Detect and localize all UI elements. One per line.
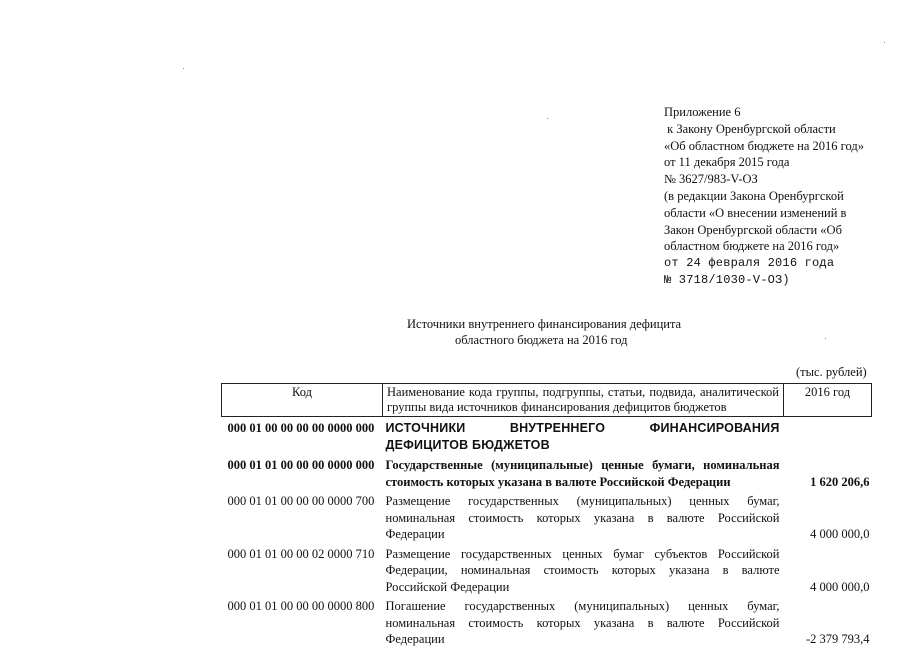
table-header-row — [222, 384, 872, 417]
row-code: 000 01 01 00 00 00 0000 000 — [227, 458, 375, 472]
table-row — [222, 490, 872, 543]
row-amount: 4 000 000,0 — [810, 579, 870, 594]
scan-speck — [884, 42, 885, 43]
appendix-block — [664, 104, 864, 289]
row-name: Государственные (муниципальные) ценные бумаги, номинальная стоимость которых указана в валюте Российской Федерации — [385, 458, 780, 489]
appendix-line: областном бюджете на 2016 год» — [664, 239, 840, 254]
appendix-line: от 11 декабря 2015 года — [664, 155, 790, 170]
header-code: Код — [222, 384, 383, 417]
header-name: Наименование кода группы, подгруппы, статьи, подвида, аналитической группы вида источников финансирования дефицитов бюджетов — [383, 384, 784, 417]
appendix-line: «Об областном бюджете на 2016 год» — [664, 138, 864, 153]
appendix-line: к Закону Оренбургской области — [664, 121, 836, 136]
appendix-line: области «О внесении изменений в — [664, 205, 847, 220]
title-line-2: областного бюджета на 2016 год — [455, 333, 628, 347]
appendix-line: (в редакции Закона Оренбургской — [664, 188, 844, 203]
title-line-1: Источники внутреннего финансирования дефицита — [407, 317, 682, 331]
financing-sources-table — [221, 383, 872, 648]
row-amount: 1 620 206,6 — [810, 474, 870, 489]
units-label: (тыс. рублей) — [796, 365, 867, 379]
row-amount — [784, 417, 872, 455]
row-code: 000 01 00 00 00 00 0000 000 — [227, 421, 375, 435]
row-name: Погашение государственных (муниципальных) ценных бумаг, номинальная стоимость которых указана в валюте Российской Федерации — [385, 599, 780, 646]
appendix-line-amendment-number: № 3718/1030-V-ОЗ) — [664, 272, 790, 287]
scan-speck — [183, 68, 184, 69]
row-code: 000 01 01 00 00 00 0000 700 — [227, 494, 375, 508]
row-name: ИСТОЧНИКИ ВНУТРЕННЕГО ФИНАНСИРОВАНИЯ ДЕФИЦИТОВ БЮДЖЕТОВ — [385, 421, 780, 452]
appendix-line-amendment-date: от 24 февраля 2016 года — [664, 256, 835, 271]
table-row — [222, 543, 872, 596]
scan-speck — [547, 118, 548, 119]
row-name: Размещение государственных (муниципальных) ценных бумаг, номинальная стоимость которых указана в валюте Российской Федерации — [385, 494, 780, 541]
appendix-line: № 3627/983-V-ОЗ — [664, 172, 758, 187]
row-amount: -2 379 793,4 — [805, 632, 870, 646]
row-name: Размещение государственных ценных бумаг субъектов Российской Федерации, номинальная стоимость которых указана в валюте Российской Федерации — [385, 546, 780, 594]
table-row — [222, 454, 872, 490]
table-row — [222, 417, 872, 455]
scan-speck — [825, 338, 826, 339]
row-code: 000 01 01 00 00 00 0000 800 — [227, 599, 375, 613]
row-code: 000 01 01 00 00 02 0000 710 — [227, 546, 375, 561]
row-amount: 4 000 000,0 — [810, 527, 870, 541]
header-year: 2016 год — [784, 384, 872, 417]
appendix-line: Приложение 6 — [664, 105, 741, 119]
appendix-line: Закон Оренбургской области «Об — [664, 222, 842, 237]
